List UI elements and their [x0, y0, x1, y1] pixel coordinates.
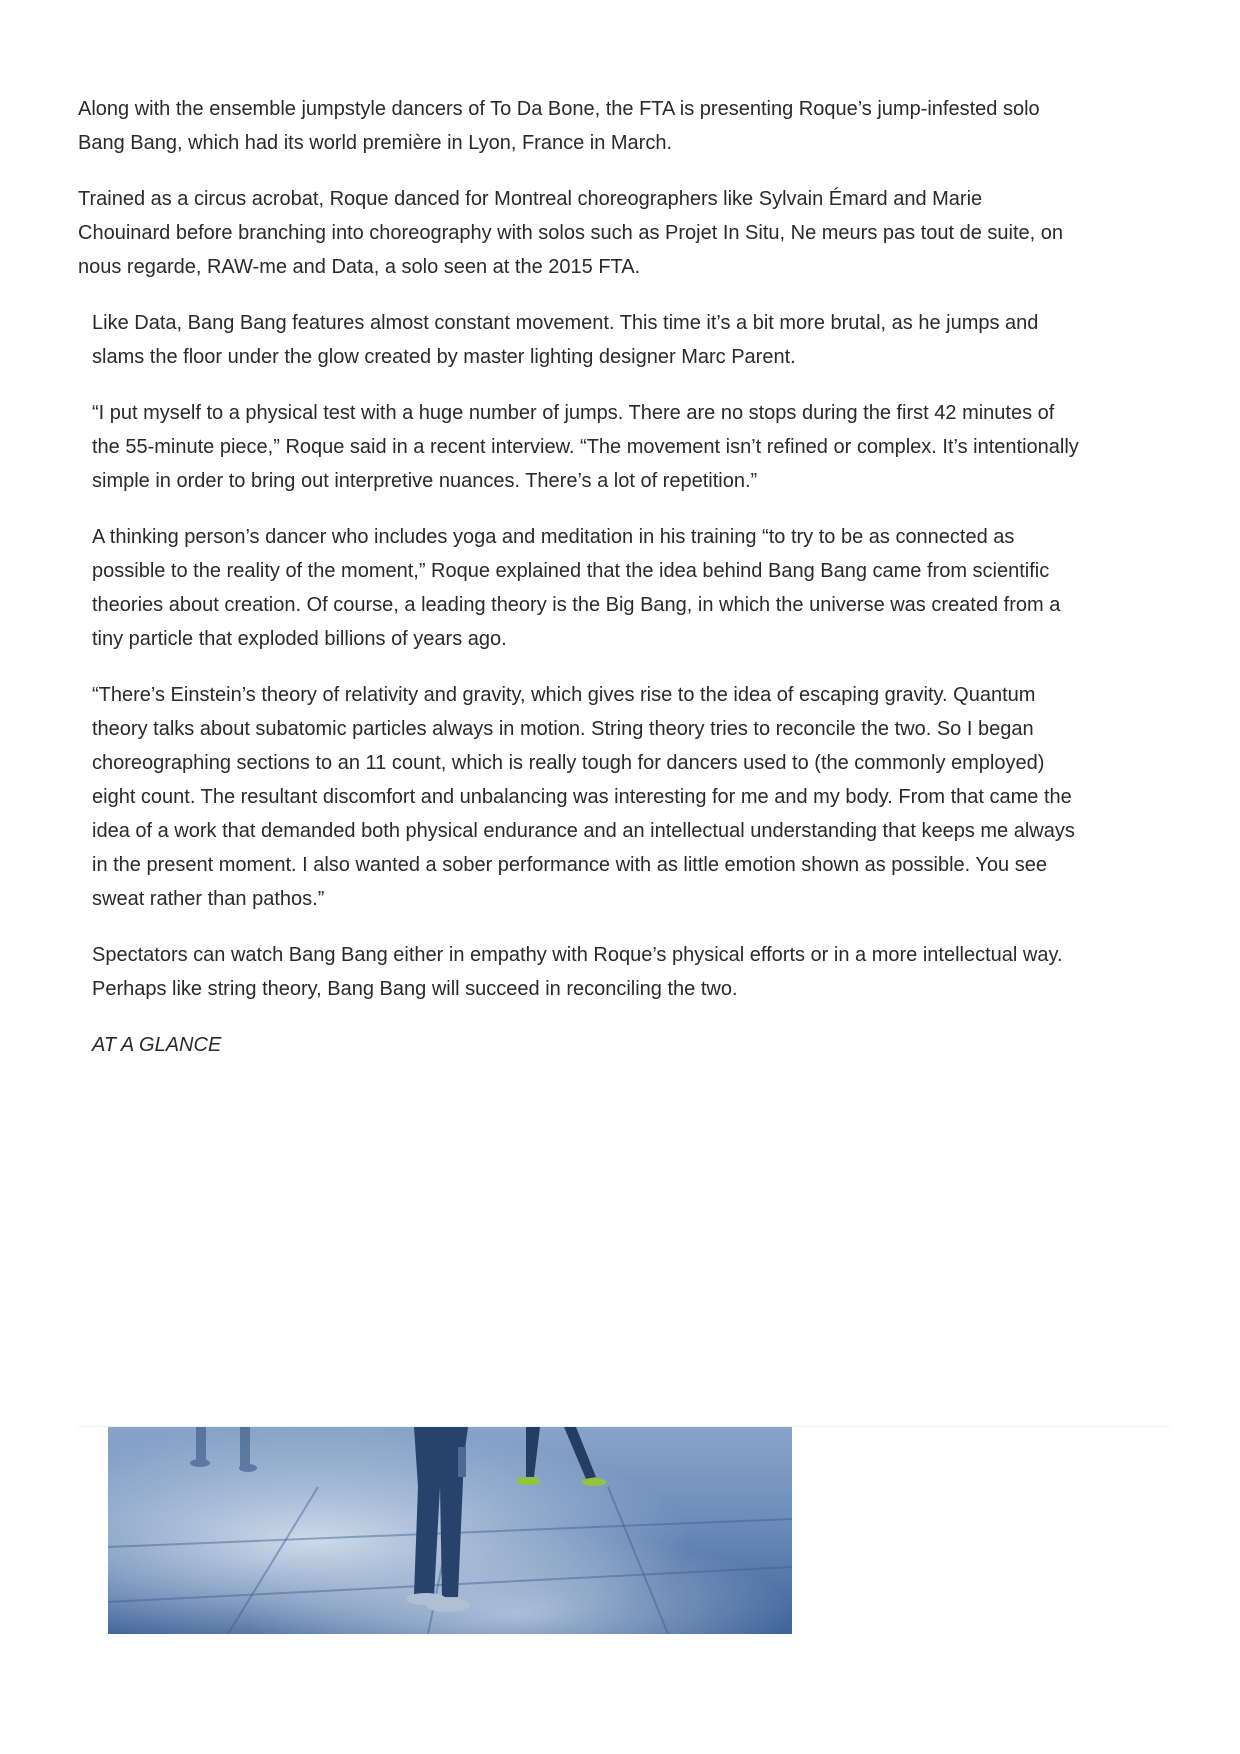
dancer-photo: [108, 1427, 792, 1634]
article-paragraph: Spectators can watch Bang Bang either in empathy with Roque’s physical efforts or in a more intellectual way. Perhaps like string theory, Bang Bang will succeed in reconciling the two.: [92, 944, 1063, 1000]
at-a-glance-heading: AT A GLANCE: [92, 1034, 222, 1056]
article-paragraph: A thinking person’s dancer who includes yoga and meditation in his training “to try to be as connected as possible to the reality of the moment,” Roque explained that the idea behind Bang Bang came from scientific theories about creation. Of course, a leading theory is the Big Bang, in which the universe was created from a tiny particle that exploded billions of years ago.: [92, 526, 1061, 650]
article-paragraph: “I put myself to a physical test with a huge number of jumps. There are no stops during the first 42 minutes of the 55-minute piece,” Roque said in a recent interview. “The movement isn’t refined or complex. It’s intentionally simple in order to bring out interpretive nuances. There’s a lot of repetition.”: [92, 402, 1079, 492]
article-paragraph: Trained as a circus acrobat, Roque danced for Montreal choreographers like Sylvain Émard and Marie Chouinard before branching into choreography with solos such as Projet In Situ, Ne meurs pas tout de suite, on nous regarde, RAW-me and Data, a solo seen at the 2015 FTA.: [78, 188, 1064, 278]
article-paragraph: Like Data, Bang Bang features almost constant movement. This time it’s a bit more brutal, as he jumps and slams the floor under the glow created by master lighting designer Marc Parent.: [92, 312, 1039, 368]
article-paragraph: “There’s Einstein’s theory of relativity and gravity, which gives rise to the idea of escaping gravity. Quantum theory talks about subatomic particles always in motion. String theory tries to reconcile the two. So I began choreographing sections to an 11 count, which is really tough for dancers used to (the commonly employed) eight count. The resultant discomfort and unbalancing was interesting for me and my body. From that came the idea of a work that demanded both physical endurance and an intellectual understanding that keeps me always in the present moment. I also wanted a sober performance with as little emotion shown as possible. You see sweat rather than pathos.”: [92, 684, 1075, 910]
article-body: [0, 92, 1240, 1084]
article-paragraph: Along with the ensemble jumpstyle dancers of To Da Bone, the FTA is presenting Roque’s jump-infested solo Bang Bang, which had its world première in Lyon, France in March.: [78, 98, 1040, 154]
